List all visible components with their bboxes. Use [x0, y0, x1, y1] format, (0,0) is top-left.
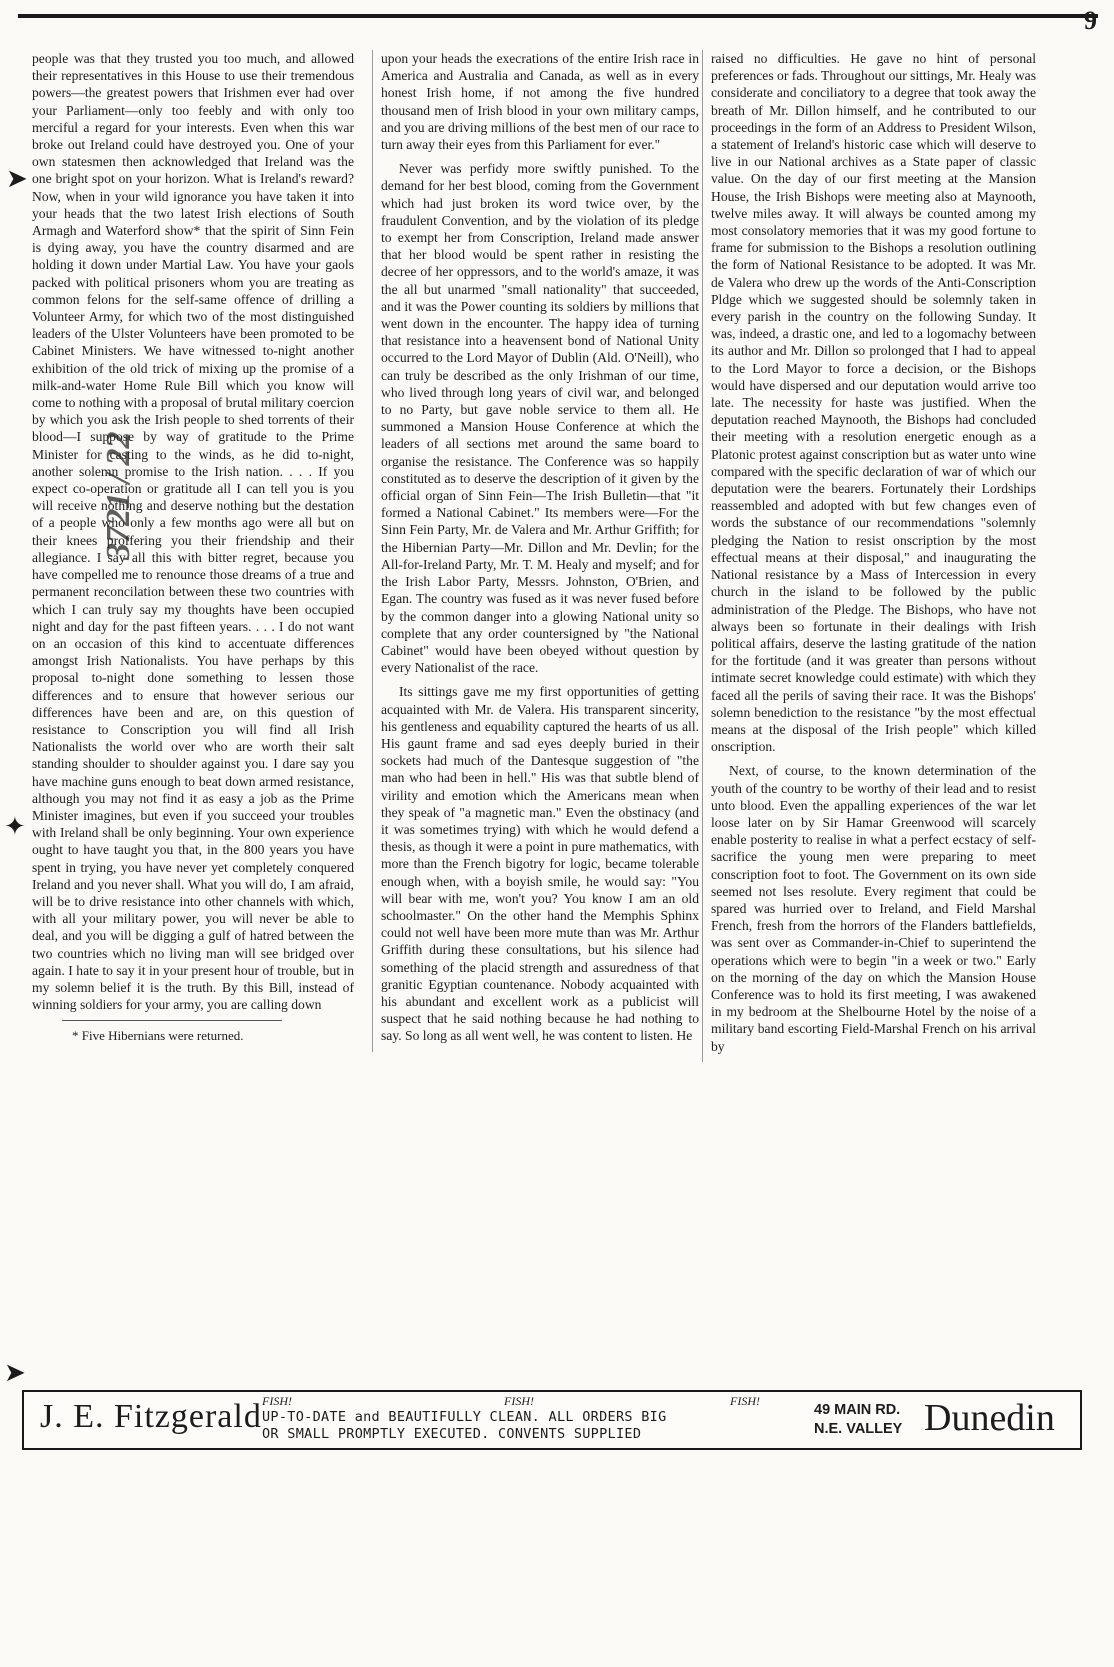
top-rule — [18, 14, 1098, 18]
bottom-margin — [0, 1460, 1114, 1667]
ad-text-line-1: UP-TO-DATE and BEAUTIFULLY CLEAN. ALL ORDERS BIG — [262, 1409, 667, 1425]
margin-arrow-icon: ✦ — [4, 812, 26, 841]
paragraph: Next, of course, to the known determination of the youth of the country to be worthy of their lead and to resist unto blood. Even the appalling experiences of the war let loose later on by Sir Hamar Greenwood will scarcely enable posterity to realise in what a perfect ecstacy of self-sacrifice the young men were preparing to meet conscription foot to foot. The Government on its own side seemed not lses resolute. Every regiment that could be spared was hurried over to Ireland, and Field Marshal French, fresh from the horrors of the Flanders battlefields, was sent over as Commander-in-Chief to superintend the operations which were to begin "in a week or two." Early on the morning of the day on which the Mansion House Conference was to hold its first meeting, I was awakened in my bedroom at the Shelbourne Hotel by the noise of a military band escorting Field-Marshal French on his arrival by — [711, 763, 1036, 1054]
ad-address-line-1: 49 MAIN RD. — [814, 1402, 901, 1418]
ad-city: Dunedin — [924, 1397, 1055, 1439]
column-2 — [372, 50, 699, 1052]
advertiser-name: J. E. Fitzgerald — [40, 1398, 262, 1435]
paragraph: raised no difficulties. He gave no hint of personal preferences or fads. Throughout our sittings, Mr. Healy was considerate and conciliatory to a degree that took away the breath of Mr. Dillon himself, and he contributed to our proceedings in the form of an Address to President Wilson, a statement of Ireland's historic case which will deserve to live in our National archives as a State paper of classic value. On the day of our first meeting at the Mansion House, the Irish Bishops were meeting also at Maynooth, twelve miles away. It will always be counted among my most consolatory memories that it was my good fortune to frame for submission to the Bishops a resolution outlining the form of National Resistance to be adopted. It was Mr. de Valera who drew up the words of the Anti-Conscription Pldge which we suggested should be solemnly taken in every parish in the country on the following Sunday. It was, indeed, a drastic one, and led to a logomachy between its author and Mr. Dillon so prolonged that I had to appeal to the Lord Mayor to force a decision, or the Bishops would have dispersed and our deputation would arrive too late. The necessity for haste was justified. When the deputation reached Maynooth, the Bishops had concluded their meeting with a resolution energetic enough as a Platonic protest against conscription but as water unto wine compared with the specific declaration of war of which our deputation were the bearers. Fortunately their Lordships reassembled and adopted with but few changes even of words the substance of our recommendations "solemnly pledging the Nation to resist onscription by the most effectual means at their disposal," and inaugurating the National resistance by a Mass of Intercession in every church in the island to be followed by the public administration of the Pledge. The Bishops, who have not always been so fortunate in their dealings with Irish political affairs, deserve the lasting gratitude of the nation for the fortitude (and it was greater than persons without intimate secret knowledge could estimate) with which they faced all the perils of saving their race. It was the Bishops' solemn benediction to the resistance "by the most effectual means at the disposal of the Irish people" which killed onscription. — [711, 51, 1036, 755]
archive-stamp: 3721 / 22 — [100, 431, 137, 560]
footnote: * Five Hibernians were returned. — [72, 1028, 244, 1044]
column-3 — [702, 50, 1036, 1062]
paragraph: Its sittings gave me my first opportunities of getting acquainted with Mr. de Valera. His transparent sincerity, his gentleness and equability captured the hearts of us all. His gaunt frame and sad eyes deeply buried in their sockets had much of the Dantesque suggestion of "the man who had been in hell." His was that subtle blend of virility and emotion which the Americans mean when they speak of "a magnetic man." Even the obstinacy (and it was sometimes trying) with which he would defend a thesis, as though it were a point in pure mathematics, with more than the French bigotry for logic, became tolerable enough when, with a boyish smile, he would say: "You will bear with me, won't you? You know I am an old schoolmaster." On the other hand the Memphis Sphinx could not well have been more mute than was Mr. Arthur Griffith during these consultations, but his silence had something of the placid strength and assuredness of that granitic Egyptian countenance. Nobody acquainted with his abundant and excellent work as a publicist will suspect that he said nothing because he had nothing to say. So long as all went well, he was content to listen. He — [381, 684, 699, 1044]
fish-label: FISH! — [730, 1394, 760, 1408]
advertisement-box — [22, 1390, 1082, 1450]
paragraph: upon your heads the execrations of the entire Irish race in America and Australia and Canada, as well as in every honest Irish home, if not among the five hundred thousand men of Irish blood in your own military camps, and you are driving millions of the best men of our race to turn away their eyes from this Parliament for ever." — [381, 51, 699, 153]
fish-label: FISH! — [504, 1394, 534, 1408]
ad-address-line-2: N.E. VALLEY — [814, 1421, 903, 1437]
margin-arrow-icon: ➤ — [6, 164, 28, 193]
fish-label: FISH! — [262, 1394, 292, 1408]
paragraph: people was that they trusted you too much, and allowed their representatives in this House to use their tremendous powers—the greatest powers that Irishmen ever had over your Parliament—only too feebly and with only too merciful a regard for your interests. Even when this war broke out Ireland could have destroyed you. One of your own statesmen then acknowledged that Ireland was the one bright spot on your horizon. What is Ireland's reward? Now, when in your wild ignorance you have taken it into your heads that the two latest Irish elections of South Armagh and Waterford show* that the spirit of Sinn Fein is dying away, you have the country disarmed and are holding it down under Martial Law. You have your gaols packed with political prisoners whom you are treating as common felons for the self-same offence of drilling a Volunteer Army, for which two of the most distinguished leaders of the Ulster Volunteers have been promoted to be Cabinet Ministers. We have witnessed to-night another exhibition of the old trick of mixing up the promise of a milk-and-water Home Rule Bill which you know will come to nothing with a proposal of brutal military coercion by which you ask the Irish people to shed torrents of their blood—I suppose by way of gratitude to the Prime Minister for casting to the winds, as he did to-night, another solemn promise to the Irish nation. . . . If you expect co-operation or gratitude all I can tell you is you will receive nothing and deserve nothing but the destation of a people who only a few months ago were all but on their knees proffering you their friendship and their allegiance. I say all this with bitter regret, because you have compelled me to renounce those dreams of a true and permanent reconcilation between these two countries with which I can truly say my thoughts have been occupied night and day for the past fifteen years. . . . I do not want on an occasion of this kind to accentuate differences amongst Irish Nationalists. You have perhaps by this proposal to-night done something to lessen those differences and to ensure that however serious our differences have been and are, on this question of resistance to Conscription you will find all Irish Nationalists the world over who are worth their salt standing shoulder to shoulder against you. I dare say you have machine guns enough to beat down armed resistance, although you may not find it as easy a job as the Prime Minister imagines, but even if you succeed your troubles with Ireland shall be only beginning. Your own experience ought to have taught you that, in the 800 years you have spent in trying, you have never yet completely conquered Ireland and you never shall. What you will do, I am afraid, will be to drive resistance into other channels with which, with all your military power, you will never be able to deal, and you will be digging a gulf of hatred between the two countries which no living man will see bridged over again. I hate to say it in your present hour of trouble, but in my solemn belief it is the truth. By this Bill, instead of winning soldiers for your army, you are calling down — [32, 51, 355, 1013]
page-number: 9 — [1084, 6, 1096, 35]
column-1 — [32, 50, 354, 1045]
paragraph: Never was perfidy more swiftly punished. To the demand for her best blood, coming from the Government which had just broken its word twice over, by the fraudulent Convention, and by the violation of its pledge to exempt her from Conscription, Ireland made answer that her blood would be spent rather in resisting the decree of her oppressors, and to the world's amaze, it was the all but unarmed "small nationality" that succeeded, and it was the Power counting its soldiers by millions that went down in the encounter. The happy idea of turning that resistance into a heavensent bond of National Unity occurred to the Lord Mayor of Dublin (Ald. O'Neill), who can truly be described as the only Irishman of our time, who lived through long years of civil war, and belonged to no Party, but gave noble service to them all. He summoned a Mansion House Conference at which the leaders of all sections met around the same board to organise the resistance. The Conference was so happily constituted as to deserve the description of it given by the official organ of Sinn Fein—The Irish Bulletin—that "it formed a National Cabinet." Its members were—For the Sinn Fein Party, Mr. de Valera and Mr. Arthur Griffith; for the Hibernian Party—Mr. Dillon and Mr. Devlin; for the All-for-Ireland Party, Mr. T. M. Healy and myself; and for the Irish Labor Party, Messrs. Johnston, O'Brien, and Egan. The country was fused as it was never fused before by the common danger into a glowing National unity so complete that any order countersigned by "the National Cabinet" would have been obeyed without question by every Nationalist of the race. — [381, 161, 699, 676]
ad-text-line-2: OR SMALL PROMPTLY EXECUTED. CONVENTS SUPPLIED — [262, 1426, 642, 1442]
footnote-rule — [62, 1020, 282, 1021]
margin-arrow-icon: ➤ — [4, 1358, 26, 1387]
